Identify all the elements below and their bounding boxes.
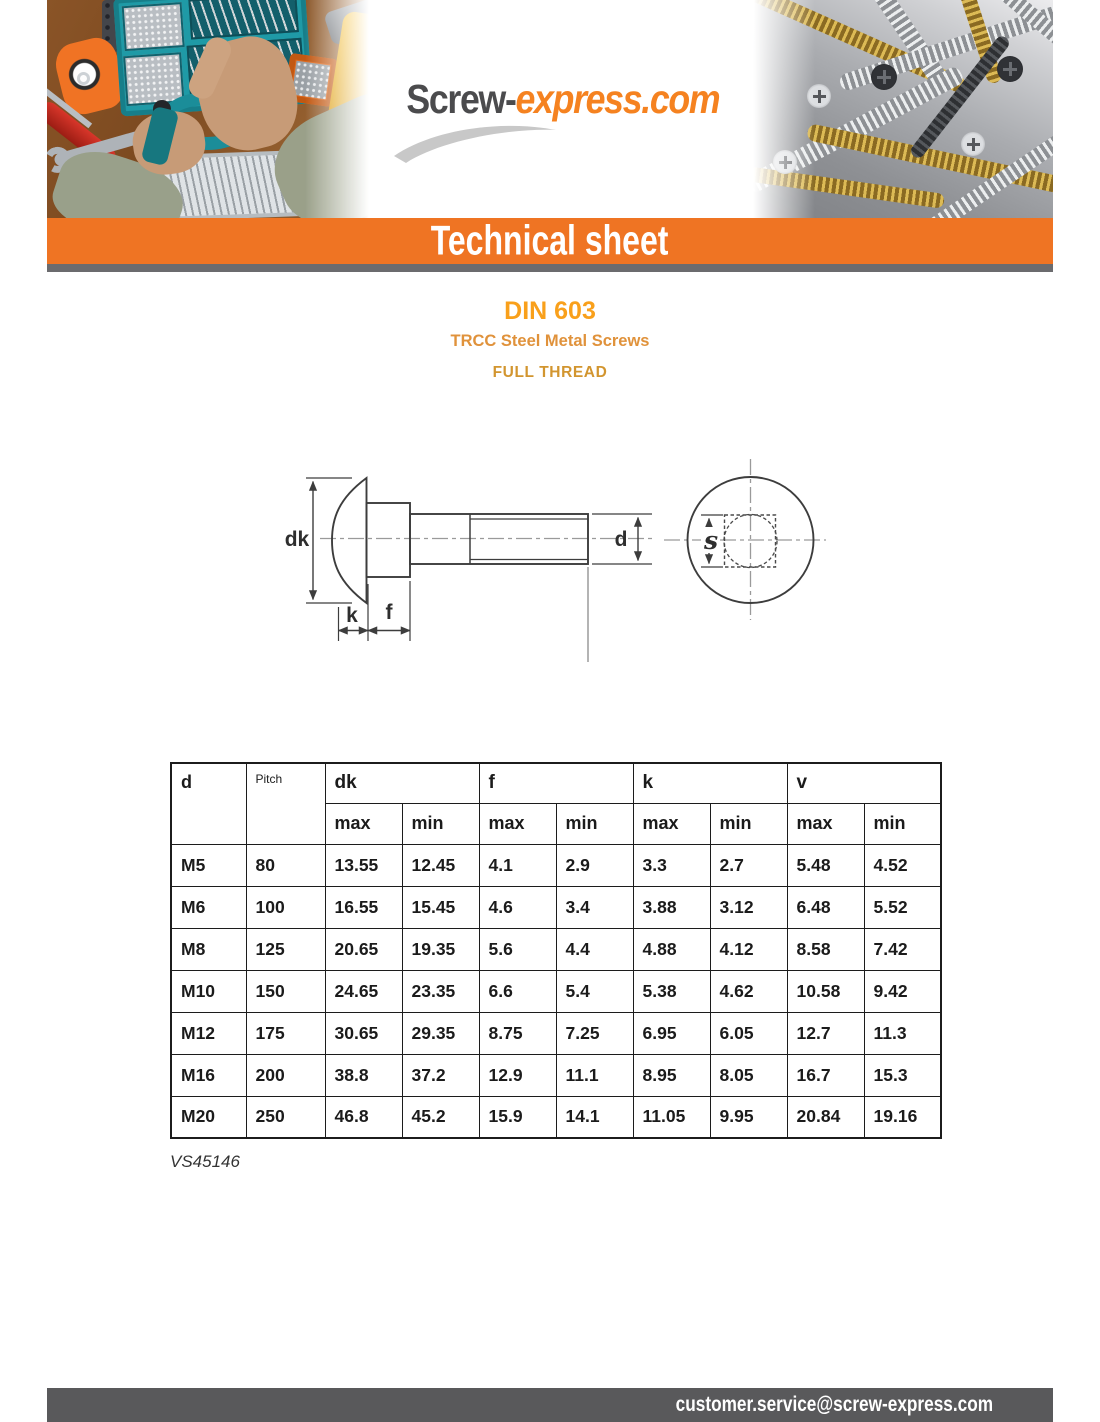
sub-header-max: max [479, 803, 556, 844]
table-row [171, 928, 941, 970]
table-row [171, 886, 941, 928]
logo-swoosh [390, 118, 560, 164]
cell-value: 15.3 [864, 1054, 941, 1096]
table-row [171, 1012, 941, 1054]
cell-size: M6 [171, 886, 246, 928]
cell-value: 2.9 [556, 844, 633, 886]
cell-size: M20 [171, 1096, 246, 1138]
compartment-shape [122, 2, 185, 51]
cell-pitch: 80 [246, 844, 325, 886]
cell-value: 46.8 [325, 1096, 402, 1138]
cell-value: 6.05 [710, 1012, 787, 1054]
cell-value: 3.12 [710, 886, 787, 928]
banner-underline [47, 264, 1053, 272]
cell-size: M12 [171, 1012, 246, 1054]
bolt-side-view [332, 478, 588, 603]
washer-shape [77, 72, 90, 85]
group-header-f: f [479, 763, 633, 803]
cell-pitch: 200 [246, 1054, 325, 1096]
logo-text-gray: Screw- [406, 76, 516, 122]
cell-value: 7.42 [864, 928, 941, 970]
sub-header-min: min [556, 803, 633, 844]
cell-size: M10 [171, 970, 246, 1012]
cell-value: 2.7 [710, 844, 787, 886]
logo-text-orange: express.com [515, 76, 720, 122]
cell-value: 4.52 [864, 844, 941, 886]
screw-shape [745, 166, 945, 209]
cell-value: 5.38 [633, 970, 710, 1012]
cell-value: 15.9 [479, 1096, 556, 1138]
cell-value: 45.2 [402, 1096, 479, 1138]
cell-value: 6.48 [787, 886, 864, 928]
cell-value: 37.2 [402, 1054, 479, 1096]
table-row [171, 1096, 941, 1138]
cell-value: 30.65 [325, 1012, 402, 1054]
cell-value: 4.12 [710, 928, 787, 970]
cell-value: 4.62 [710, 970, 787, 1012]
cell-value: 23.35 [402, 970, 479, 1012]
cell-value: 8.05 [710, 1054, 787, 1096]
drill-shape [326, 10, 380, 136]
extension-lines [306, 478, 652, 662]
cell-value: 15.45 [402, 886, 479, 928]
cell-value: 24.65 [325, 970, 402, 1012]
cell-value: 9.95 [710, 1096, 787, 1138]
table-row [171, 1054, 941, 1096]
sub-header-min: min [402, 803, 479, 844]
header-photo-screws [745, 0, 1053, 218]
cell-value: 3.3 [633, 844, 710, 886]
group-header-v: v [787, 763, 941, 803]
cell-value: 29.35 [402, 1012, 479, 1054]
technical-sheet-banner [47, 218, 1053, 264]
dimension-table [170, 762, 942, 1139]
cell-value: 16.55 [325, 886, 402, 928]
cell-value: 13.55 [325, 844, 402, 886]
cell-value: 12.9 [479, 1054, 556, 1096]
f-label: f [385, 601, 393, 624]
cell-value: 16.7 [787, 1054, 864, 1096]
header-photo-workbench [47, 0, 380, 218]
screw-head-shape [961, 132, 985, 156]
screw-head-shape [871, 64, 897, 90]
product-subtitle: TRCC Steel Metal Screws [450, 332, 650, 350]
cell-value: 5.4 [556, 970, 633, 1012]
cell-value: 20.65 [325, 928, 402, 970]
bolt-collar [367, 503, 411, 577]
cell-value: 7.25 [556, 1012, 633, 1054]
cell-value: 4.1 [479, 844, 556, 886]
cell-value: 4.4 [556, 928, 633, 970]
sub-header-max: max [325, 803, 402, 844]
banner-title: Technical sheet [431, 217, 669, 264]
cell-size: M8 [171, 928, 246, 970]
cell-value: 19.35 [402, 928, 479, 970]
sub-header-min: min [710, 803, 787, 844]
group-header-dk: dk [325, 763, 479, 803]
footer-email: customer.service@screw-express.com [675, 1393, 993, 1416]
cell-value: 14.1 [556, 1096, 633, 1138]
s-label: s [703, 526, 719, 555]
cell-value: 6.95 [633, 1012, 710, 1054]
dk-label: dk [284, 528, 310, 551]
screw-head-shape [773, 150, 797, 174]
cell-value: 8.58 [787, 928, 864, 970]
cell-value: 3.88 [633, 886, 710, 928]
k-label: k [346, 604, 358, 627]
cell-value: 20.84 [787, 1096, 864, 1138]
cell-pitch: 150 [246, 970, 325, 1012]
logo [378, 76, 748, 123]
cell-size: M16 [171, 1054, 246, 1096]
cell-value: 38.8 [325, 1054, 402, 1096]
cell-value: 9.42 [864, 970, 941, 1012]
drill-shape [323, 0, 380, 46]
cell-size: M5 [171, 844, 246, 886]
cell-value: 11.3 [864, 1012, 941, 1054]
cell-value: 11.05 [633, 1096, 710, 1138]
table-row [171, 970, 941, 1012]
compartment-shape [188, 0, 299, 39]
cell-value: 12.7 [787, 1012, 864, 1054]
group-header-k: k [633, 763, 787, 803]
col-header-pitch: Pitch [246, 763, 325, 844]
cell-pitch: 175 [246, 1012, 325, 1054]
cell-value: 11.1 [556, 1054, 633, 1096]
cell-pitch: 100 [246, 886, 325, 928]
technical-drawing [270, 445, 850, 670]
screw-head-shape [807, 84, 831, 108]
cell-value: 6.6 [479, 970, 556, 1012]
cell-value: 12.45 [402, 844, 479, 886]
cell-value: 8.95 [633, 1054, 710, 1096]
cell-pitch: 125 [246, 928, 325, 970]
cell-value: 5.48 [787, 844, 864, 886]
sub-header-max: max [787, 803, 864, 844]
bolt-head-dome [332, 478, 367, 603]
cell-value: 3.4 [556, 886, 633, 928]
dimension-table-grid [170, 762, 942, 1139]
cell-value: 5.6 [479, 928, 556, 970]
sub-header-max: max [633, 803, 710, 844]
cell-value: 5.52 [864, 886, 941, 928]
footer-bar [47, 1388, 1053, 1422]
screw-head-shape [997, 56, 1023, 82]
cell-pitch: 250 [246, 1096, 325, 1138]
cell-value: 4.88 [633, 928, 710, 970]
standard-title: DIN 603 [504, 297, 596, 325]
reference-code: VS45146 [170, 1152, 240, 1171]
sub-header-min: min [864, 803, 941, 844]
cell-value: 19.16 [864, 1096, 941, 1138]
thread-note: FULL THREAD [492, 364, 608, 381]
cell-value: 4.6 [479, 886, 556, 928]
d-label: d [614, 528, 628, 551]
table-row [171, 844, 941, 886]
cell-value: 8.75 [479, 1012, 556, 1054]
cell-value: 10.58 [787, 970, 864, 1012]
col-header-d: d [171, 763, 246, 844]
